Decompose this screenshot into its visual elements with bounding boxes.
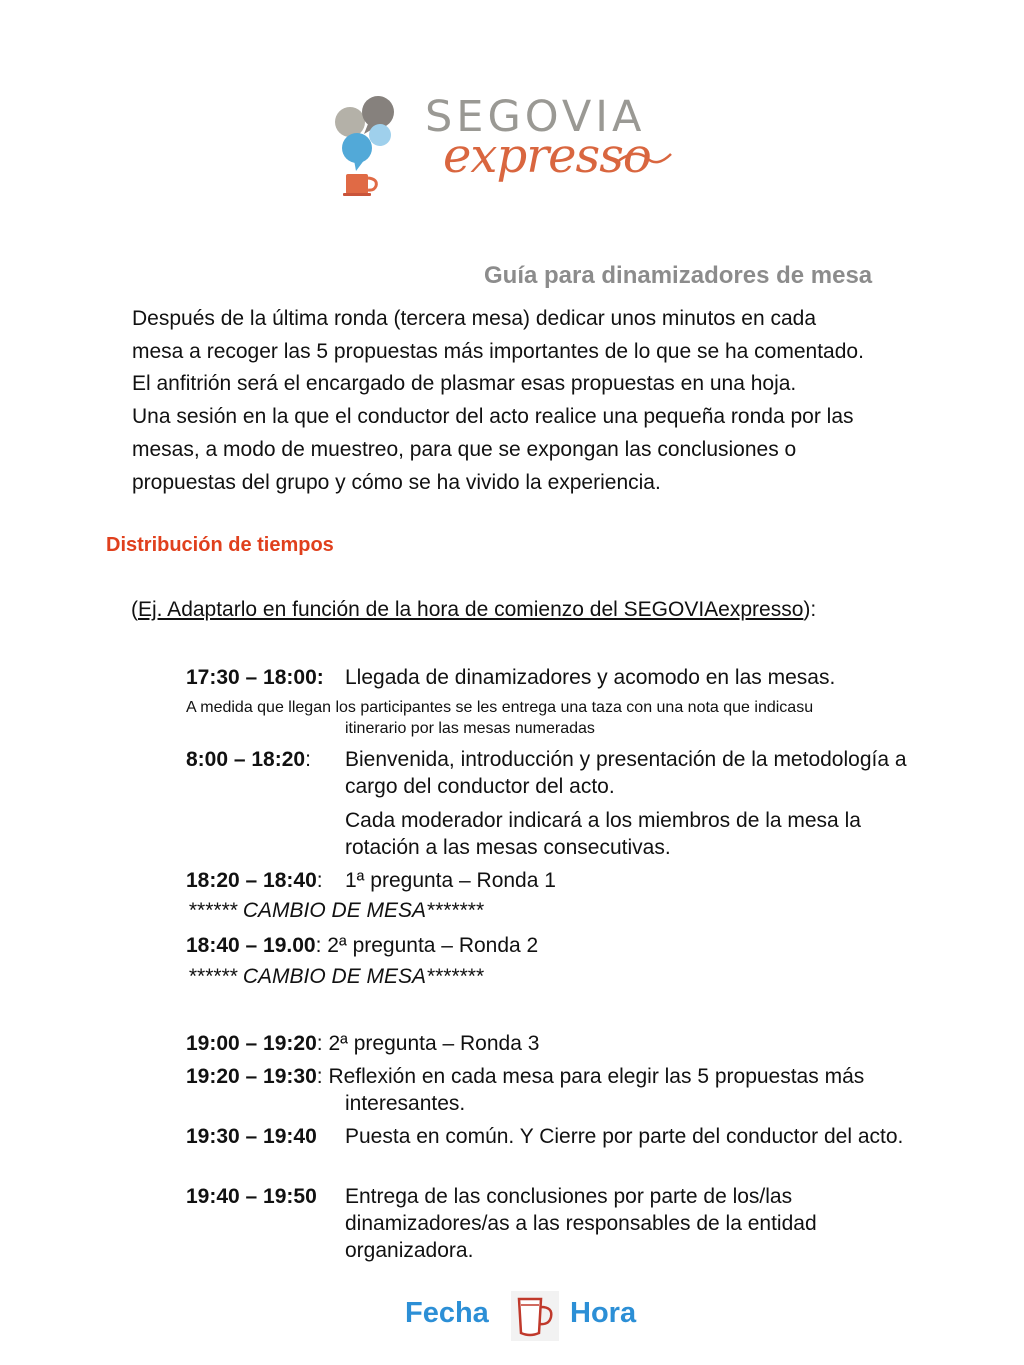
example-text: Ej. Adaptarlo en función de la hora de comienzo del SEGOVIAexpresso <box>138 598 804 621</box>
schedule-time: 17:30 – 18:00: <box>186 666 324 689</box>
schedule-description: Cada moderador indicará a los miembros de la mesa la <box>345 809 861 832</box>
segovia-expresso-logo <box>330 92 680 202</box>
schedule-row <box>0 664 1024 691</box>
logo-swash-icon <box>615 144 675 174</box>
example-open-paren: ( <box>131 598 138 621</box>
table-change-marker: ****** CAMBIO DE MESA******* <box>188 965 484 988</box>
intro-line: propuestas del grupo y cómo se ha vivido la experiencia. <box>132 470 661 494</box>
intro-line: Después de la última ronda (tercera mesa) dedicar unos minutos en cada <box>132 307 817 330</box>
schedule-description: Puesta en común. Y Cierre por parte del conductor del acto. <box>345 1125 904 1148</box>
schedule-time-value: 18:20 – 18:40 <box>186 869 317 892</box>
schedule-row <box>0 932 1024 959</box>
schedule-time-colon: : <box>305 748 311 771</box>
schedule-description: dinamizadores/as a las responsables de la entidad <box>345 1212 817 1235</box>
schedule-description: organizadora. <box>345 1239 474 1262</box>
schedule-description: cargo del conductor del acto. <box>345 775 615 798</box>
schedule-row <box>0 1183 1024 1210</box>
schedule-note: itinerario por las mesas numeradas <box>345 720 595 737</box>
example-note <box>131 598 816 622</box>
schedule-description: 1ª pregunta – Ronda 1 <box>345 869 556 892</box>
schedule-description: interesantes. <box>345 1092 466 1115</box>
footer-hora: Hora <box>570 1297 637 1329</box>
guide-title: Guía para dinamizadores de mesa <box>484 262 873 289</box>
schedule-description: : 2ª pregunta – Ronda 2 <box>315 934 539 957</box>
schedule-row <box>0 1030 1024 1057</box>
schedule-row <box>0 867 1024 894</box>
speech-bubbles-cup-icon <box>330 92 420 202</box>
schedule-description: : Reflexión en cada mesa para elegir las 5 propuestas más <box>316 1065 865 1088</box>
schedule-time: 19:30 – 19:40 <box>186 1125 317 1148</box>
logo-expresso-text: expresso <box>443 128 651 184</box>
coffee-cup-icon <box>511 1291 559 1341</box>
schedule-note: A medida que llegan los participantes se les entrega una taza con una nota que indicasu <box>186 699 814 716</box>
intro-line: El anfitrión será el encargado de plasmar esas propuestas en una hoja. <box>132 372 797 396</box>
schedule-time: 19:00 – 19:20 <box>186 1032 317 1055</box>
schedule-time: 19:40 – 19:50 <box>186 1185 317 1208</box>
schedule-description: Llegada de dinamizadores y acomodo en las mesas. <box>345 666 836 689</box>
schedule-description: rotación a las mesas consecutivas. <box>345 836 671 859</box>
schedule-row <box>0 1123 1024 1150</box>
example-close-paren: ): <box>803 598 817 621</box>
schedule-row <box>0 746 1024 773</box>
section-heading: Distribución de tiempos <box>106 534 334 556</box>
table-change-marker: ****** CAMBIO DE MESA******* <box>188 899 484 922</box>
schedule-description: Bienvenida, introducción y presentación de la metodología a <box>345 748 907 771</box>
schedule-time-value: 8:00 – 18:20 <box>186 748 306 771</box>
schedule-time: 18:40 – 19.00 <box>186 934 316 957</box>
schedule-time <box>186 867 323 894</box>
intro-line: mesas, a modo de muestreo, para que se expongan las conclusiones o <box>132 437 797 461</box>
logo-segovia-text: SEGOVIA <box>425 92 646 142</box>
intro-line: mesa a recoger las 5 propuestas más importantes de lo que se ha comentado. <box>132 339 864 363</box>
schedule-description: : 2ª pregunta – Ronda 3 <box>316 1032 540 1055</box>
schedule-time: 19:20 – 19:30 <box>186 1065 317 1088</box>
schedule-row <box>0 1063 1024 1090</box>
intro-paragraph <box>132 303 952 499</box>
schedule-time <box>186 746 311 773</box>
intro-line: Una sesión en la que el conductor del acto realice una pequeña ronda por las <box>132 405 854 429</box>
schedule-description: Entrega de las conclusiones por parte de los/las <box>345 1185 793 1208</box>
footer-fecha: Fecha <box>405 1297 489 1329</box>
schedule-time-colon: : <box>316 869 323 892</box>
